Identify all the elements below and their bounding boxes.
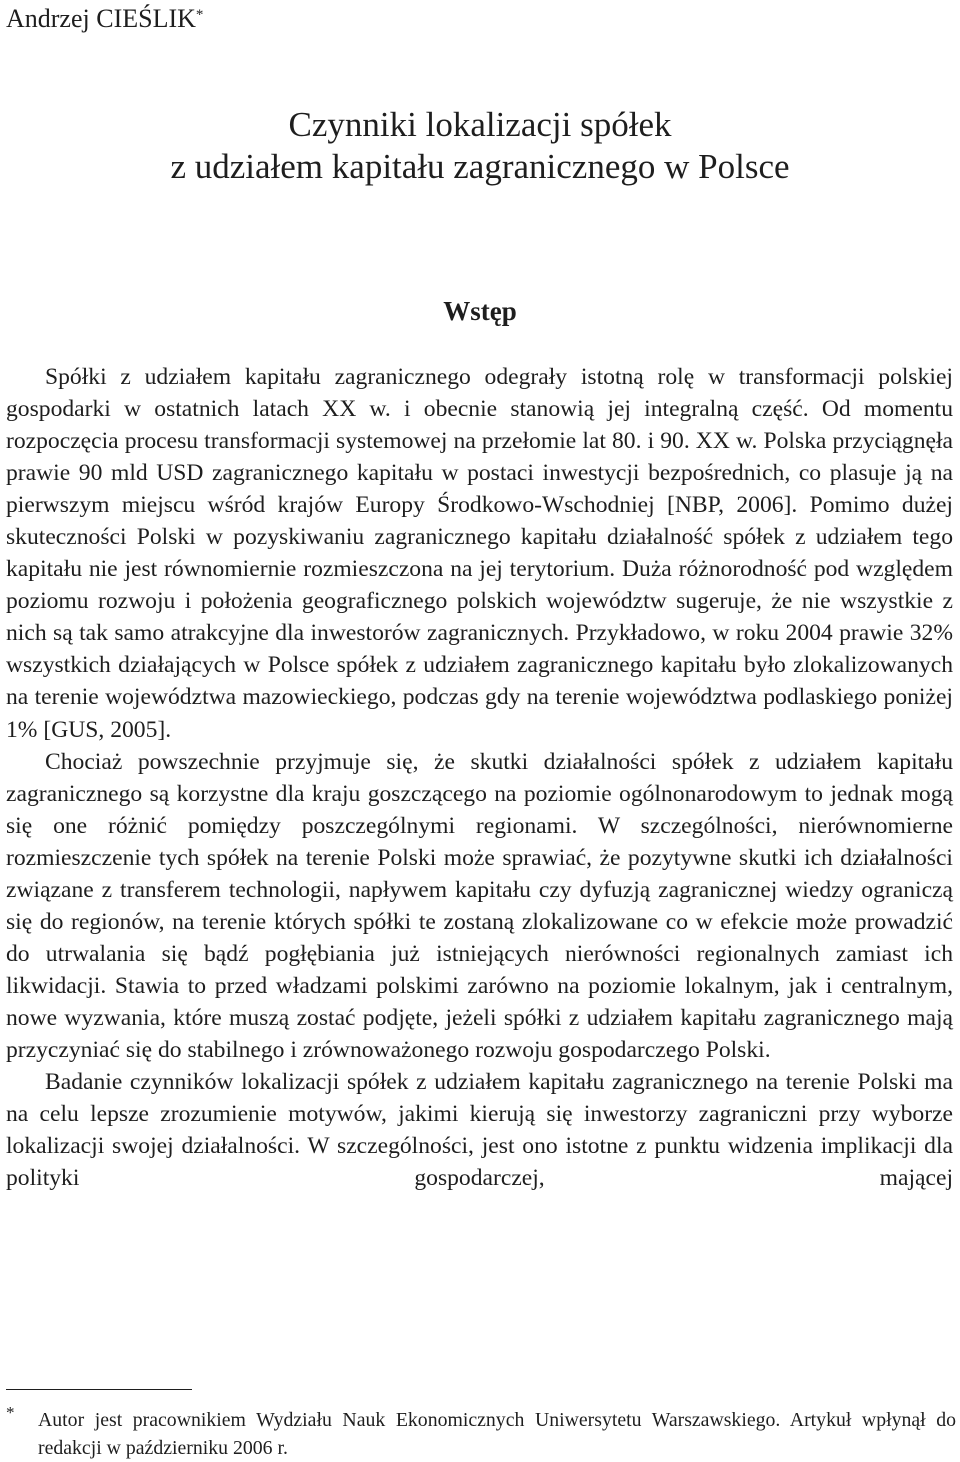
footnote-text: Autor jest pracownikiem Wydziału Nauk Ekonomicznych Uniwersytetu Warszawskiego. Artykuł wpłynął do redakcji w październiku 2006 r. <box>38 1409 956 1459</box>
author-name <box>6 4 203 34</box>
article-title-line-2: z udziałem kapitału zagranicznego w Polsce <box>170 147 790 186</box>
footnote <box>6 1403 956 1462</box>
footnote-separator <box>6 1389 192 1390</box>
paragraph-2: Chociaż powszechnie przyjmuje się, że skutki działalności spółek z udziałem kapitału zagranicznego są korzystne dla kraju goszczącego na poziomie ogólnonarodowym to jednak mogą się one różnić pomiędzy poszczególnymi regionami. W szczególności, nierównomierne rozmieszczenie tych spółek na terenie Polski może sprawiać, że pozytywne skutki ich działalności związane z transferem technologii, napływem kapitału czy dyfuzją zagranicznej wiedzy ograniczą się do regionów, na terenie których spółki te zostaną zlokalizowane co w efekcie może prowadzić do utrwalania się bądź pogłębiania już istniejących nierówności regionalnych zamiast ich likwidacji. Stawia to przed władzami polskimi zarówno na poziomie lokalnym, jak i centralnym, nowe wyzwania, które muszą zostać podjęte, jeżeli spółki z udziałem kapitału zagranicznego mają przyczyniać się do stabilnego i zrównoważonego rozwoju gospodarczego Polski. <box>6 748 953 1063</box>
section-heading: Wstęp <box>443 296 517 326</box>
paragraph-1: Spółki z udziałem kapitału zagranicznego odegrały istotną rolę w transformacji polskiej gospodarki w ostatnich latach XX w. i obecnie stanowią jej integralną część. Od momentu rozpoczęcia procesu transformacji systemowej na przełomie lat 80. i 90. XX w. Polska przyciągnęła prawie 90 mld USD zagranicznego kapitału w postaci inwestycji bezpośrednich, co plasuje ją na pierwszym miejscu wśród krajów Europy Środkowo-Wschodniej [NBP, 2006]. Pomimo dużej skuteczności Polski w pozyskiwaniu zagranicznego kapitału działalność spółek z udziałem tego kapitału nie jest równomiernie rozmieszczona na jej terytorium. Duża różnorodność pod względem poziomu rozwoju i położenia geograficznego polskich województw sugeruje, że nie wszystkie z nich są tak samo atrakcyjne dla inwestorów zagranicznych. Przykładowo, w roku 2004 prawie 32% wszystkich działających w Polsce spółek z udziałem zagranicznego kapitału było zlokalizowanych na terenie województwa mazowieckiego, podczas gdy na terenie województwa podlaskiego poniżej 1% [GUS, 2005]. <box>6 364 953 743</box>
author-footnote-marker: * <box>195 7 204 23</box>
paragraph-3: Badanie czynników lokalizacji spółek z udziałem kapitału zagranicznego na terenie Polski ma na celu lepsze zrozumienie motywów, jakimi kierują się inwestorzy zagraniczni przy wyborze lokalizacji swojej działalności. W szczególności, jest ono istotne z punktu widzenia implikacji dla polityki gospodarczej, mającej <box>6 1069 953 1192</box>
article-title-line-1: Czynniki lokalizacji spółek <box>288 105 672 144</box>
footnote-marker: * <box>6 1403 15 1422</box>
body-text <box>6 361 953 1194</box>
author-name-text: Andrzej CIEŚLIK <box>6 4 196 33</box>
article-title <box>0 104 960 188</box>
